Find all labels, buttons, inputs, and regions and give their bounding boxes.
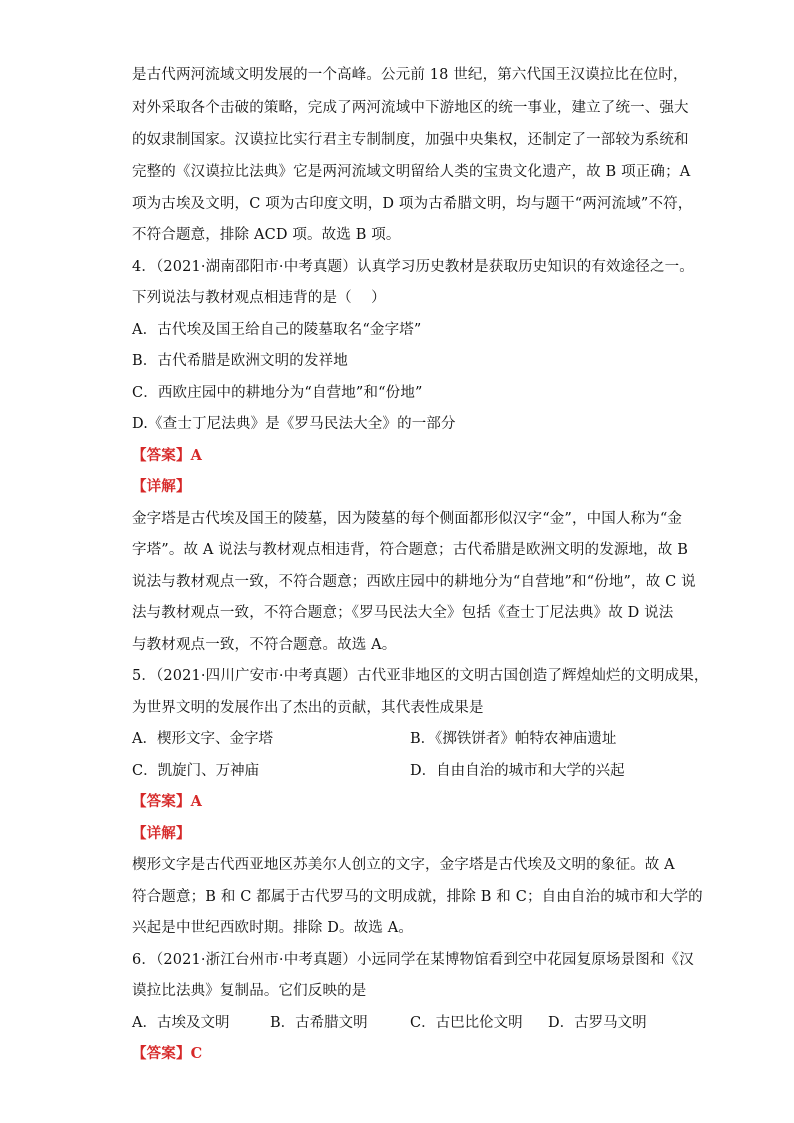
question-6-option-a: A．古埃及文明 [132,1015,230,1031]
question-6-stem: 谟拉比法典》复制品。它们反映的是 [132,983,367,999]
question-4-stem: 下列说法与教材观点相违背的是（ ） [132,290,386,306]
question-6-option-c: C．古巴比伦文明 [410,1015,523,1031]
question-4-explanation: 说法与教材观点一致，不符合题意；西欧庄园中的耕地分为“自营地”和“份地”，故 C 说 [132,574,696,590]
question-6-answer: 【答案】C [132,1045,203,1062]
question-4-option-c: C．西欧庄园中的耕地分为“自营地”和“份地” [132,385,423,401]
question-5-explanation: 兴起是中世纪西欧时期。排除 D。故选 A。 [132,920,413,936]
question-4-explanation: 法与教材观点一致，不符合题意；《罗马民法大全》包括《查士丁尼法典》故 D 说法 [132,605,674,621]
question-5-option-a: A．楔形文字、金字塔 [132,731,273,747]
question-4-option-a: A．古代埃及国王给自己的陵墓取名“金字塔” [132,322,422,338]
intro-line: 项为古埃及文明，C 项为古印度文明，D 项为古希腊文明，均与题干“两河流域”不符， [132,196,693,212]
question-5-stem: 5．（2021·四川广安市·中考真题）古代亚非地区的文明古国创造了辉煌灿烂的文明成果， [132,668,709,684]
intro-line: 是古代两河流域文明发展的一个高峰。公元前 18 世纪，第六代国王汉谟拉比在位时， [132,67,688,83]
intro-line: 对外采取各个击破的策略，完成了两河流域中下游地区的统一事业，建立了统一、强大 [132,100,689,116]
question-5-explanation: 符合题意；B 和 C 都属于古代罗马的文明成就，排除 B 和 C；自由自治的城市和大学的 [132,889,703,905]
question-5-answer: 【答案】A [132,793,202,810]
intro-line: 不符合题意，排除 ACD 项。故选 B 项。 [132,227,401,243]
question-4-explain-label: 【详解】 [132,478,191,495]
intro-line: 完整的《汉谟拉比法典》它是两河流域文明留给人类的宝贵文化遗产，故 B 项正确；A [132,164,691,180]
question-5-explanation: 楔形文字是古代西亚地区苏美尔人创立的文字，金字塔是古代埃及文明的象征。故 A [132,857,675,873]
question-5-option-c: C．凯旋门、万神庙 [132,763,260,779]
question-4-explanation: 金字塔是古代埃及国王的陵墓，因为陵墓的每个侧面都形似汉字“金”，中国人称为“金 [132,511,683,527]
question-6-stem: 6．（2021·浙江台州市·中考真题）小远同学在某博物馆看到空中花园复原场景图和《汉 [132,952,694,968]
question-4-option-d: D.《查士丁尼法典》是《罗马民法大全》的一部分 [132,416,456,432]
question-5-explain-label: 【详解】 [132,825,191,842]
question-4-answer: 【答案】A [132,447,202,464]
intro-line: 的奴隶制国家。汉谟拉比实行君主专制制度，加强中央集权，还制定了一部较为系统和 [132,132,689,148]
question-4-explanation: 字塔”。故 A 说法与教材观点相违背，符合题意；古代希腊是欧洲文明的发源地，故 B [132,542,689,558]
question-6-option-b: B．古希腊文明 [270,1015,368,1031]
question-4-option-b: B．古代希腊是欧洲文明的发祥地 [132,353,348,369]
question-5-option-b: B．《掷铁饼者》帕特农神庙遗址 [410,731,617,747]
question-6-option-d: D．古罗马文明 [548,1015,647,1031]
question-4-explanation: 与教材观点一致，不符合题意。故选 A。 [132,637,397,653]
question-5-stem: 为世界文明的发展作出了杰出的贡献，其代表性成果是 [132,700,484,716]
question-4-stem: 4．（2021·湖南邵阳市·中考真题）认真学习历史教材是获取历史知识的有效途径之一。 [132,259,694,275]
question-5-option-d: D．自由自治的城市和大学的兴起 [410,763,625,779]
